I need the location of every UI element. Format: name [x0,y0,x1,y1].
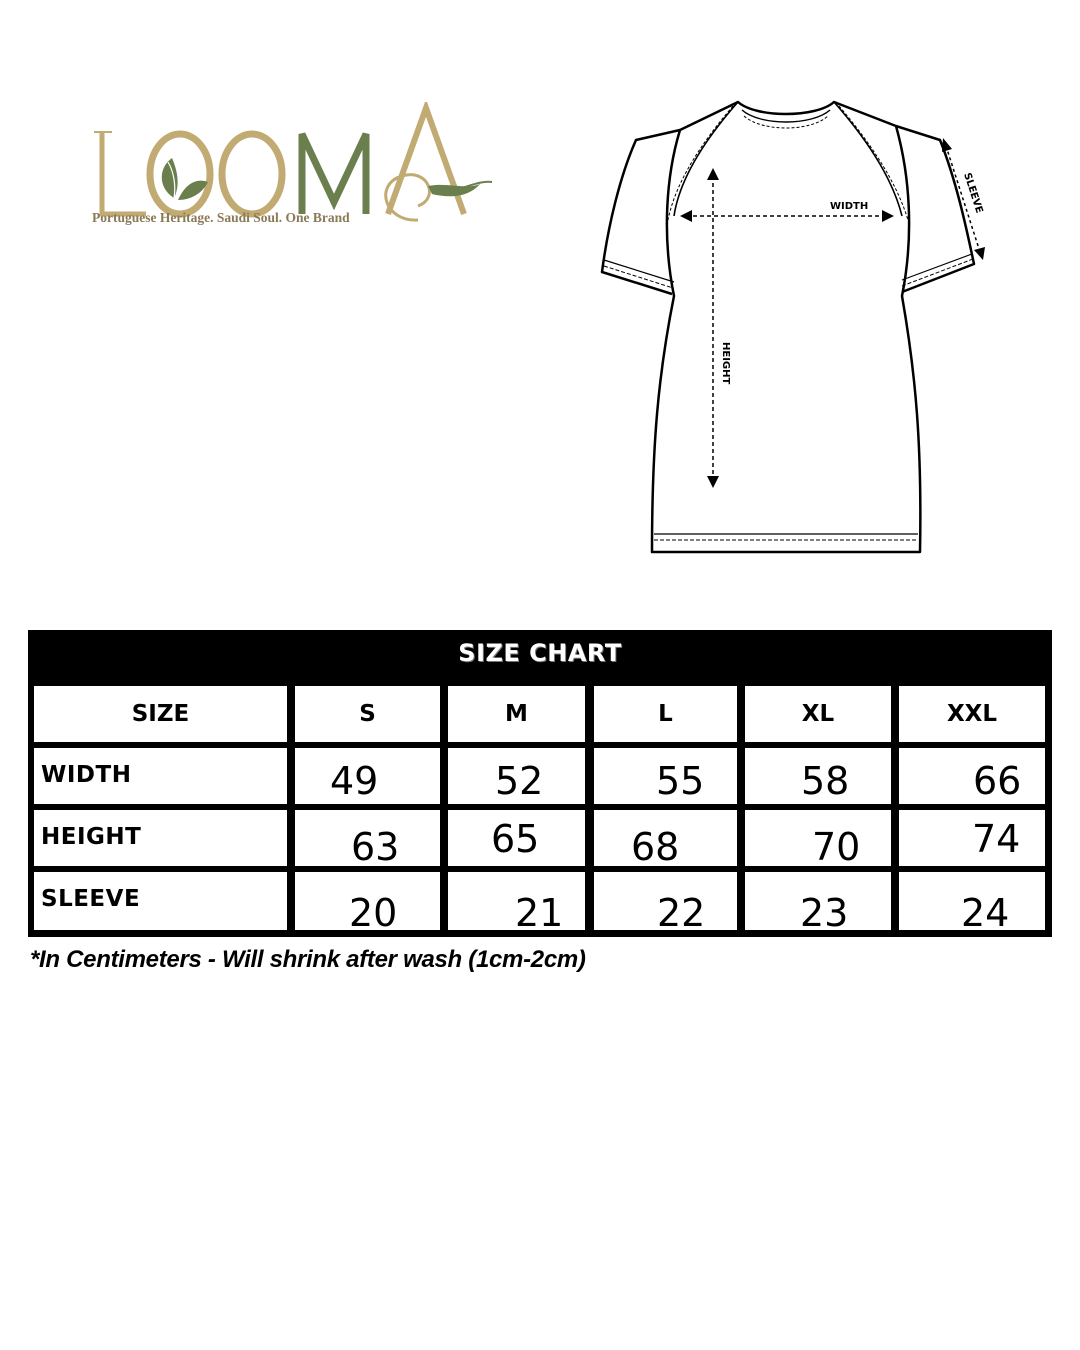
table-cell [745,810,891,869]
sleeve-xl-value: 23 [800,891,849,935]
brand-tagline: Portuguese Heritage. Saudi Soul. One Brand [92,210,350,225]
table-cell [295,810,440,869]
row-label-width: WIDTH [34,748,287,804]
header-cell-xxl: XXL [899,686,1045,742]
table-cell [745,748,891,804]
height-xl-value: 70 [812,825,861,869]
table-cell [899,748,1045,804]
table-cell [448,872,585,935]
table-cell [594,748,737,804]
header-cell-s: S [295,686,440,742]
table-cell [448,748,585,804]
height-s-value: 63 [351,825,400,869]
table-cell [448,810,585,866]
sleeve-label: SLEEVE [961,171,985,215]
table-cell [745,872,891,935]
sleeve-xxl-value: 24 [961,891,1010,935]
table-cell [899,810,1045,866]
table-cell [295,748,440,804]
header-cell-xl: XL [745,686,891,742]
row-label-sleeve: SLEEVE [34,872,287,930]
height-label: HEIGHT [720,342,731,385]
width-label: WIDTH [830,201,869,212]
height-l-value: 68 [631,825,680,869]
table-cell [295,872,440,935]
width-m-value: 52 [495,759,544,803]
width-s-value: 49 [330,759,379,803]
height-xxl-value: 74 [972,817,1021,861]
sleeve-m-value: 21 [515,891,564,935]
measurement-note: *In Centimeters - Will shrink after wash (1cm-2cm) [30,946,586,973]
width-xl-value: 58 [801,759,850,803]
header-cell-m: M [448,686,585,742]
header-cell-l: L [594,686,737,742]
width-xxl-value: 66 [973,759,1022,803]
table-cell [594,872,737,935]
sleeve-s-value: 20 [349,891,398,935]
tshirt-diagram [596,96,990,558]
header-cell-size: SIZE [34,686,287,742]
width-l-value: 55 [656,759,705,803]
brand-logo [86,98,506,238]
sleeve-l-value: 22 [657,891,706,935]
looma-wordmark [88,102,508,222]
height-m-value: 65 [491,817,540,861]
size-chart-title: SIZE CHART [458,639,622,667]
table-cell [594,810,737,869]
size-chart-table [28,630,1052,937]
row-label-height: HEIGHT [34,810,287,866]
tshirt-outline [602,102,974,552]
table-cell [899,872,1045,935]
